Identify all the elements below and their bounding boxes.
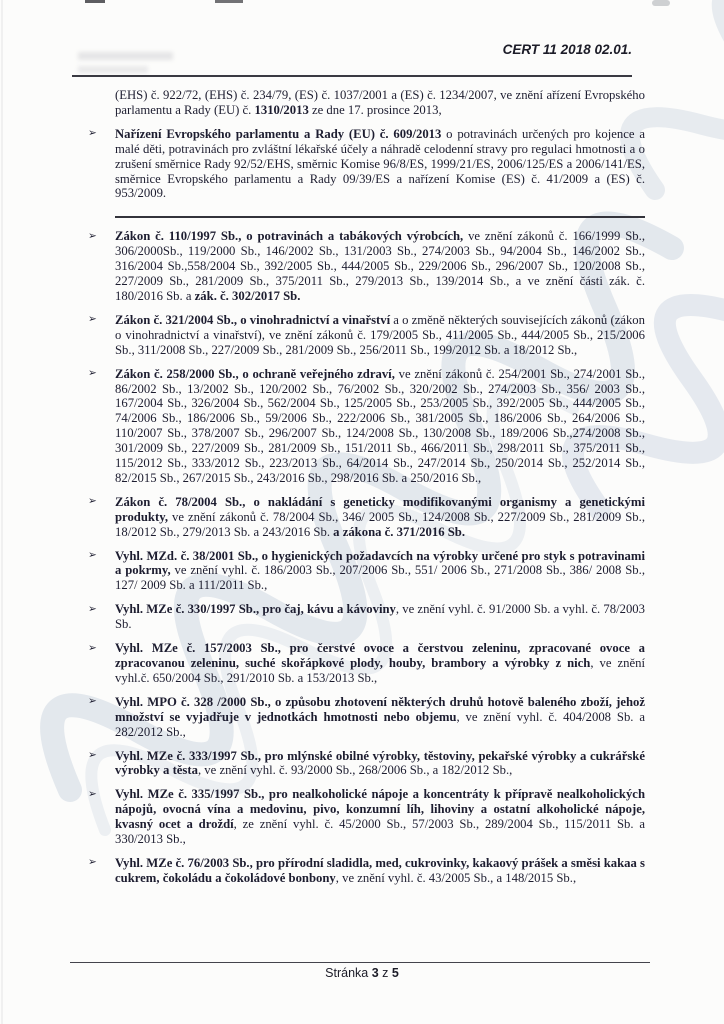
paragraph-list xyxy=(88,88,645,895)
paragraph xyxy=(88,366,645,486)
paragraph xyxy=(88,494,645,540)
paragraph-text: (EHS) č. 922/72, (EHS) č. 234/79, (ES) č. 1037/2001 a (ES) č. 1234/2007, ve znění ařízení Evropského parlamentu a Rady (EU) č. 1310/2013 ze dne 17. prosince 2013, xyxy=(115,88,645,117)
bullet-arrow-icon: ➢ xyxy=(88,788,97,800)
document-code: CERT 11 2018 02.01. xyxy=(502,42,632,57)
paragraph xyxy=(115,88,645,118)
scan-artifact xyxy=(652,0,670,6)
paragraph-text: Vyhl. MZe č. 333/1997 Sb., pro mlýnské obilné výrobky, těstoviny, pekařské výrobky a cukrářské výrobky a těsta, ve znění vyhl. č. 93/2000 Sb., 268/2006 Sb., a 182/2012 Sb., xyxy=(115,748,645,778)
paragraph-text: Vyhl. MZd. č. 38/2001 Sb., o hygienických požadavcích na výrobky určené pro styk s potravinami a pokrmy, ve znění vyhl. č. 186/2003 Sb., 207/2006 Sb., 551/ 2006 Sb., 271/2008 Sb., 386/ 2008 Sb., 127/ 2009 Sb. a 111/2011 Sb., xyxy=(115,548,645,593)
paragraph xyxy=(88,787,645,847)
paragraph xyxy=(88,855,645,886)
paragraph xyxy=(88,548,645,594)
paragraph-text: Zákon č. 258/2000 Sb., o ochraně veřejného zdraví, ve znění zákonů č. 254/2001 Sb., 274/2001 Sb., 86/2002 Sb., 13/2002 Sb., 120/2002 Sb., 76/2002 Sb., 320/2002 Sb., 274/2003 Sb., 356/ 2003 Sb., 167/2004 Sb., 326/2004 Sb., 562/2004 Sb., 125/2005 Sb., 253/2005 Sb., 392/2005 Sb., 444/2005 Sb., 74/2006 Sb., 186/2006 Sb., 59/2006 Sb., 222/2006 Sb., 381/2005 Sb., 186/2006 Sb., 264/2006 Sb., 110/2007 Sb., 378/2007 Sb., 296/2007 Sb., 124/2008 Sb., 130/2008 Sb., 189/2006 Sb.,274/2008 Sb., 301/2009 Sb., 227/2009 Sb., 281/2009 Sb., 151/2011 Sb., 466/2011 Sb., 298/2011 Sb., 375/2011 Sb., 115/2012 Sb., 333/2012 Sb., 223/2013 Sb., 64/2014 Sb., 247/2014 Sb., 250/2014 Sb., 252/2014 Sb., 82/2015 Sb., 267/2015 Sb., 243/2016 Sb., 298/2016 Sb. a 250/2016 Sb., xyxy=(115,366,645,485)
paragraph xyxy=(88,748,645,779)
paragraph xyxy=(88,229,645,304)
bullet-arrow-icon: ➢ xyxy=(88,603,97,615)
scan-artifact xyxy=(1,0,3,1024)
bullet-arrow-icon: ➢ xyxy=(88,128,97,140)
bullet-arrow-icon: ➢ xyxy=(88,857,97,869)
paragraph-text: Vyhl. MZe č. 335/1997 Sb., pro nealkoholické nápoje a koncentráty k přípravě nealkoholických nápojů, ovocná vína a medovinu, pivo, konzumní líh, lihoviny a ostatní alkoholické nápoje, kvasný ocet a droždí, ze znění vyhl. č. 45/2000 Sb., 57/2003 Sb., 289/2004 Sb., 115/2011 Sb. a 330/2013 Sb., xyxy=(115,787,645,847)
paragraph xyxy=(88,312,645,358)
scan-artifact xyxy=(78,52,173,60)
bullet-arrow-icon: ➢ xyxy=(88,550,97,562)
page-number: Stránka 3 z 5 xyxy=(325,966,399,980)
bullet-arrow-icon: ➢ xyxy=(88,696,97,708)
paragraph-text: Nařízení Evropského parlamentu a Rady (EU) č. 609/2013 o potravinách určených pro kojence a malé děti, potravinách pro zvláštní lékařské účely a náhradě celodenní stravy pro regulaci hmotnosti a o zrušení směrnice Rady 92/52/EHS, směrnic Komise 96/8/ES, 1999/21/ES, 2006/125/ES a 2006/141/ES, směrnice Evropského parlamentu a Rady 09/39/ES a nařízení Komise (ES) č. 41/2009 a (ES) č. 953/2009. xyxy=(115,126,645,201)
scan-artifact xyxy=(85,0,105,3)
scan-artifact xyxy=(78,66,148,73)
paragraph xyxy=(88,641,645,686)
bullet-arrow-icon: ➢ xyxy=(88,230,97,242)
scan-artifact xyxy=(215,0,243,3)
paragraph-text: Zákon č. 78/2004 Sb., o nakládání s geneticky modifikovanými organismy a genetickými produkty, ve znění zákonů č. 78/2004 Sb., 346/ 2005 Sb., 124/2008 Sb., 227/2009 Sb., 281/2009 Sb., 18/2012 Sb., 279/2013 Sb. a 243/2016 Sb. a zákona č. 371/2016 Sb. xyxy=(115,494,645,539)
bullet-arrow-icon: ➢ xyxy=(88,642,97,654)
paragraph-text: Vyhl. MZe č. 330/1997 Sb., pro čaj, kávu a kávoviny, ve znění vyhl. č. 91/2000 Sb. a vyhl. č. 78/2003 Sb. xyxy=(115,602,645,632)
paragraph-text: Vyhl. MZe č. 157/2003 Sb., pro čerstvé ovoce a čerstvou zeleninu, zpracované ovoce a zpracovanou zeleninu, suché skořápkové plody, houby, brambory a výrobky z nich, ve znění vyhl.č. 650/2004 Sb., 291/2010 Sb. a 153/2013 Sb., xyxy=(115,641,645,685)
bullet-arrow-icon: ➢ xyxy=(88,496,97,508)
bullet-arrow-icon: ➢ xyxy=(88,750,97,762)
paragraph xyxy=(88,126,645,202)
paragraph xyxy=(88,694,645,740)
bullet-arrow-icon: ➢ xyxy=(88,314,97,326)
paragraph-text: Vyhl. MZe č. 76/2003 Sb., pro přírodní sladidla, med, cukrovinky, kakaový prášek a směsi kakaa s cukrem, čokoládu a čokoládové bonbony, ve znění vyhl. č. 43/2005 Sb., a 148/2015 Sb., xyxy=(115,855,645,885)
paragraph-text: Vyhl. MPO č. 328 /2000 Sb., o způsobu zhotovení některých druhů hotově baleného zboží, jehož množství se vyjadřuje v jednotkách hmotnosti nebo objemu, ve znění vyhl. č. 404/2008 Sb. a 282/2012 Sb., xyxy=(115,694,645,739)
header-rule xyxy=(72,75,632,77)
section-divider xyxy=(115,216,645,218)
paragraph-text: Zákon č. 321/2004 Sb., o vinohradnictví a vinařství a o změně některých souvisejících zákonů (zákon o vinohradnictví a vinařství), ve znění zákonů č. 179/2005 Sb., 411/2005 Sb., 444/2005 Sb., 215/2006 Sb., 311/2008 Sb., 227/2009 Sb., 281/2009 Sb., 256/2011 Sb., 199/2012 Sb. a 18/2012 Sb., xyxy=(115,312,645,357)
footer-rule xyxy=(70,962,650,963)
paragraph xyxy=(88,602,645,632)
bullet-arrow-icon: ➢ xyxy=(88,368,97,380)
paragraph-text: Zákon č. 110/1997 Sb., o potravinách a tabákových výrobcích, ve znění zákonů č. 166/1999 Sb., 306/2000Sb., 119/2000 Sb., 146/2002 Sb., 131/2003 Sb., 274/2003 Sb., 94/2004 Sb., 146/2002 Sb., 316/2004 Sb.,558/2004 Sb., 392/2005 Sb., 444/2005 Sb., 229/2006 Sb., 296/2007 Sb., 120/2008 Sb., 227/2009 Sb., 281/2009 Sb., 375/2011 Sb., 279/2013 Sb., 139/2014 Sb., a ve znění části zák. č. 180/2016 Sb. a zák. č. 302/2017 Sb. xyxy=(115,229,645,303)
